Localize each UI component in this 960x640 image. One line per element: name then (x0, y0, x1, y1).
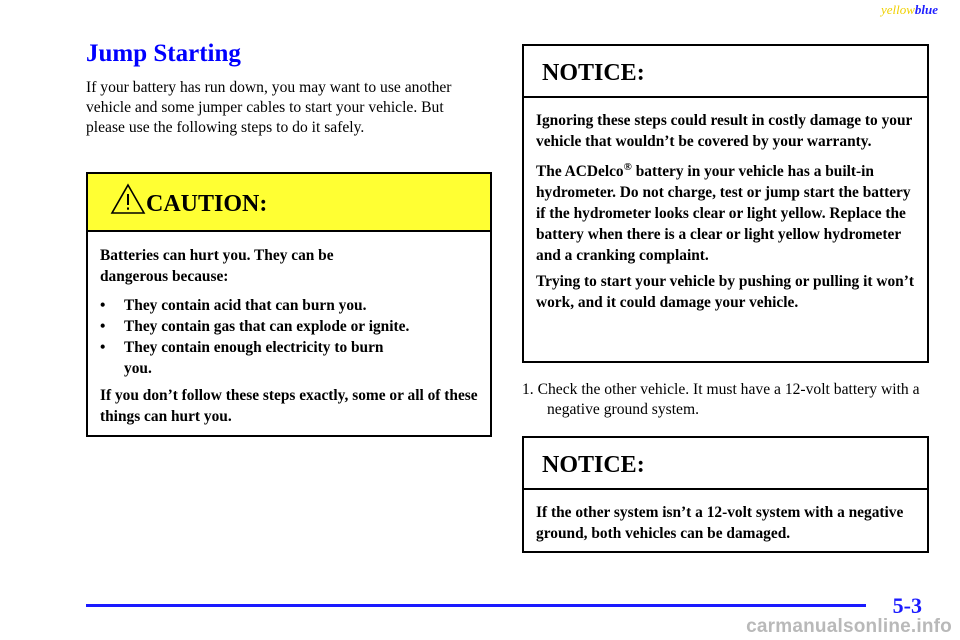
bullet-text: They contain acid that can burn you. (124, 297, 367, 314)
warning-triangle-icon (110, 183, 146, 215)
page-number: 5-3 (892, 593, 922, 618)
notice-paragraph (536, 157, 915, 266)
notice-heading: NOTICE: (542, 60, 645, 86)
bullet-mark: • (100, 318, 106, 335)
bullet-mark: • (100, 339, 106, 356)
color-separation-mark (881, 2, 938, 18)
intro-paragraph: If your battery has run down, you may want to use another vehicle and some jumper cables to start your vehicle. But please use the following steps to do it safely. (86, 79, 452, 136)
notice-paragraph: Trying to start your vehicle by pushing or pulling it won’t work, and it could damage your vehicle. (536, 273, 914, 312)
notice-box-1 (522, 44, 929, 363)
caution-closing: If you don’t follow these steps exactly, some or all of these things can hurt you. (100, 387, 478, 425)
caution-header (88, 174, 490, 232)
caution-list (100, 295, 478, 379)
bullet-text: They contain gas that can explode or ignite. (124, 318, 410, 335)
notice-paragraph: If the other system isn’t a 12-volt system with a negative ground, both vehicles can be damaged. (536, 504, 904, 542)
notice-body (524, 490, 927, 544)
notice-heading: NOTICE: (542, 452, 645, 478)
bullet-mark: • (100, 297, 106, 314)
corner-blue: blue (914, 2, 938, 17)
registered-mark: ® (623, 161, 632, 173)
list-item (100, 316, 478, 337)
caution-body (88, 232, 490, 427)
brand-text: The ACDelco (536, 163, 624, 181)
corner-yellow: yellow (880, 2, 915, 17)
list-item (100, 337, 394, 379)
notice-paragraph: Ignoring these steps could result in costly damage to your vehicle that wouldn’t be covered by your warranty. (536, 112, 913, 150)
caution-heading: CAUTION: (146, 191, 268, 217)
page-title: Jump Starting (86, 40, 241, 67)
notice-header (524, 438, 927, 490)
notice-body (524, 98, 927, 313)
bullet-text: They contain enough electricity to burn you. (124, 339, 384, 377)
caution-lead: Batteries can hurt you. They can be dangerous because: (100, 247, 334, 285)
footer-rule (86, 604, 866, 607)
list-item (100, 295, 478, 316)
watermark: carmanualsonline.info (746, 616, 952, 637)
notice-box-2 (522, 436, 929, 553)
step-1: 1. Check the other vehicle. It must have a 12-volt battery with a negative ground system. (522, 381, 920, 418)
caution-box (86, 172, 492, 437)
notice-header (524, 46, 927, 98)
notice-text: battery in your vehicle has a built-in hydrometer. Do not charge, test or jump start the battery if the hydrometer looks clear or light yellow. Replace the battery when there is a clear or light yellow hydrometer and a cranking complaint. (536, 163, 911, 265)
